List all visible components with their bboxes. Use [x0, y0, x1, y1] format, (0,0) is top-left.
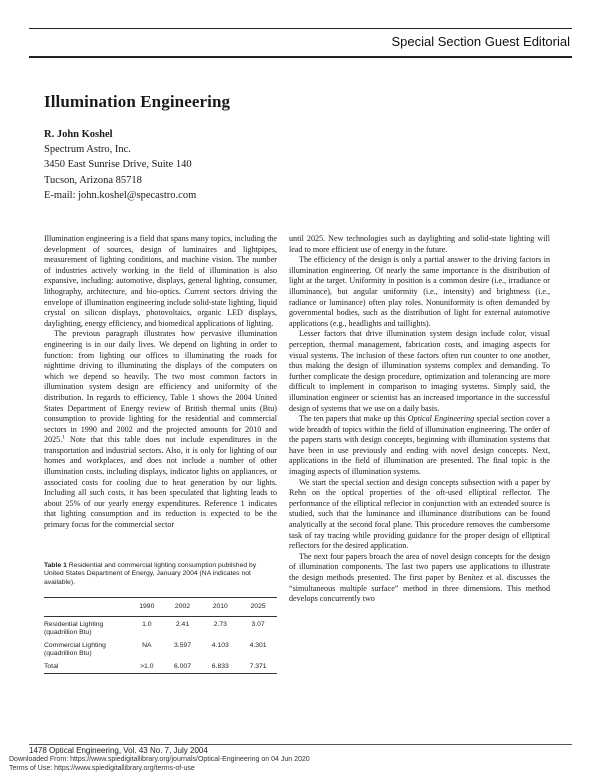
footer-rule: [29, 744, 572, 745]
right-column: [289, 234, 550, 605]
paragraph: The efficiency of the design is only a partial answer to the driving factors in illumination engineering. Of nearly the same importance is the distribution of light at the target. Uniformity in position is a common desire (i.e., irradiance or illuminance), but angular uniformity (i.e., intensity) and brightness (i.e., radiance or luminance) often play roles. Nonuniformity is often demanded by governmental bodies, such as the distribution of light for external automotive applications (e.g., headlights and taillights).: [289, 255, 550, 328]
journal-name: Optical Engineering: [407, 414, 475, 424]
table-cell: 6.007: [173, 662, 191, 670]
table-cell: NA: [142, 641, 152, 649]
author-block: [44, 127, 196, 203]
table-cell: >1.0: [140, 662, 154, 670]
table-cell: 7.371: [249, 662, 267, 670]
author-email[interactable]: E-mail: john.koshel@specastro.com: [44, 189, 197, 201]
paragraph: Illumination engineering is a field that spans many topics, including the development of sources, design of luminaires and lightpipes, measurement of lighting conditions, and machine vision. The number of industries actively working in the field of illumination is also expansive, including: automotive, displays, general lighting, consumer, lithography, architecture, and bio-optics. Current sectors driving the envelope of illumination engineering include solid-state lighting, liquid crystal on silicon displays, photovoltaics, organic LED displays, daylighting, energy efficiency, and biomedical applications of lighting.: [44, 234, 277, 328]
download-notice[interactable]: Downloaded From: https://www.spiedigitallibrary.org/journals/Optical-Engineering on 04 Jun 2020: [9, 756, 310, 763]
table-cell: 2.73: [213, 620, 227, 628]
column-header: 2002: [174, 603, 191, 611]
table-cell: 1.0: [142, 620, 152, 628]
header-rule-bottom: [29, 56, 572, 58]
author-name: R. John Koshel: [44, 129, 113, 140]
row-label: Residential Lighting (quadrillion Btu): [44, 620, 104, 637]
data-table: [44, 598, 277, 672]
terms-link[interactable]: Terms of Use: https://www.spiedigitallibrary.org/terms-of-use: [9, 765, 195, 772]
table-rule-bottom: [44, 673, 277, 674]
paragraph: until 2025. New technologies such as daylighting and solid-state lighting will lead to more efficient use of energy in the future.: [289, 234, 550, 254]
row-label: Commercial Lighting (quadrillion Btu): [44, 641, 106, 658]
author-address-line2: Tucson, Arizona 85718: [44, 174, 142, 186]
table-cell: 3.597: [173, 641, 191, 649]
paragraph: Lesser factors that drive illumination system design include color, visual perception, thermal management, fabrication costs, and imaging aspects for visual systems. The inclusion of these factors often run counter to one another, thus making the design of illumination systems complex and demanding. To further complicate the design procedure, optimization and tolerancing are more difficult to implement in comparison to imaging systems. Simply said, the illumination engineer or scientist has an increased importance in the successful design of systems that we use on a daily basis.: [289, 329, 550, 413]
header-rule-top: [29, 28, 572, 29]
paragraph: The ten papers that make up this Optical Engineering special section cover a wide breadth of topics within the field of illumination engineering. The order of the papers starts with design concepts, beginning with illumination systems that have been in use previously and ending with novel design concepts. Next, applications in the field of illumination are presented. The final topic is the imaging aspects of illumination systems.: [289, 414, 550, 477]
paragraph: The next four papers broach the area of novel design concepts for the design of illumination components. The last two papers use applications to illustrate the design methods presented. The first paper by Benítez et al. discusses the “simultaneous multiple surface” method in three dimensions. This method develops concurrently two: [289, 551, 550, 604]
article-title: Illumination Engineering: [44, 92, 231, 111]
left-column: [44, 234, 277, 531]
reference-marker[interactable]: 1: [62, 434, 65, 441]
paragraph: The previous paragraph illustrates how pervasive illumination engineering is in our daily lives. We depend on lighting in order to function: from lighting our offices to illuminating the roads for nighttime driving to illuminating the displays of the computers on which we depend so heavily. The two most common factors in illumination system design are efficiency and uniformity of the distribution. In regards to efficiency, Table 1 shows the 2004 United States Department of Energy review of British thermal units (Btu) consumption to provide lighting for the residential and commercial sectors in 1990 and 2002 and the projected amounts for 2010 and 2025.$^1$ Note that this table does not include expenditures in the transportation and industrial sectors. Also, it is only for lighting of our homes and workplaces, and does not include a number of other illumination costs, including displays, indicator lights on appliances, or associated costs for cooling due to heat generation by our lights. Including all such costs, it has been speculated that lighting leads to about 25% of our yearly energy expenditures. Reference 1 indicates that lighting consumption and its reduction is expected to be the primary focus for the commercial sector: [44, 329, 277, 530]
table-label: Table 1: [44, 562, 67, 569]
column-header: 2025: [250, 603, 266, 611]
section-label: Special Section Guest Editorial: [391, 34, 570, 49]
page-info: 1478 Optical Engineering, Vol. 43 No. 7, July 2004: [29, 746, 208, 755]
table-1: [44, 562, 277, 674]
table-caption: Table 1 Residential and commercial lighting consumption published by United States Department of Energy, January 2004 (NA indicates not available).: [44, 562, 257, 586]
table-row-total: [44, 659, 277, 673]
table-cell: 3.07: [251, 620, 265, 628]
table-cell: 2.41: [175, 620, 190, 628]
table-row: [44, 617, 277, 638]
author-org: Spectrum Astro, Inc.: [44, 144, 131, 156]
table-row: [44, 638, 277, 659]
table-cell: 4.103: [211, 641, 229, 649]
column-header: 1990: [139, 603, 155, 611]
table-corner: [44, 598, 130, 615]
table-cell: 6.833: [211, 662, 229, 670]
author-address-line1: 3450 East Sunrise Drive, Suite 140: [44, 159, 192, 171]
row-label: Total: [44, 662, 59, 670]
table-header-row: [44, 598, 277, 615]
column-header: 2010: [212, 603, 228, 611]
table-cell: 4.301: [249, 641, 267, 649]
paragraph: We start the special section and design concepts subsection with a paper by Rehn on the optical properties of the oft-used elliptical reflector. The performance of the elliptical reflector in conjunction with an extended source is studied, such that the luminance and illuminance distributions can be found analytically at the second focal plane. This procedure removes the cumbersome task of ray tracing while providing guidance for the proper design of elliptical reflectors for the desired application.: [289, 477, 550, 551]
